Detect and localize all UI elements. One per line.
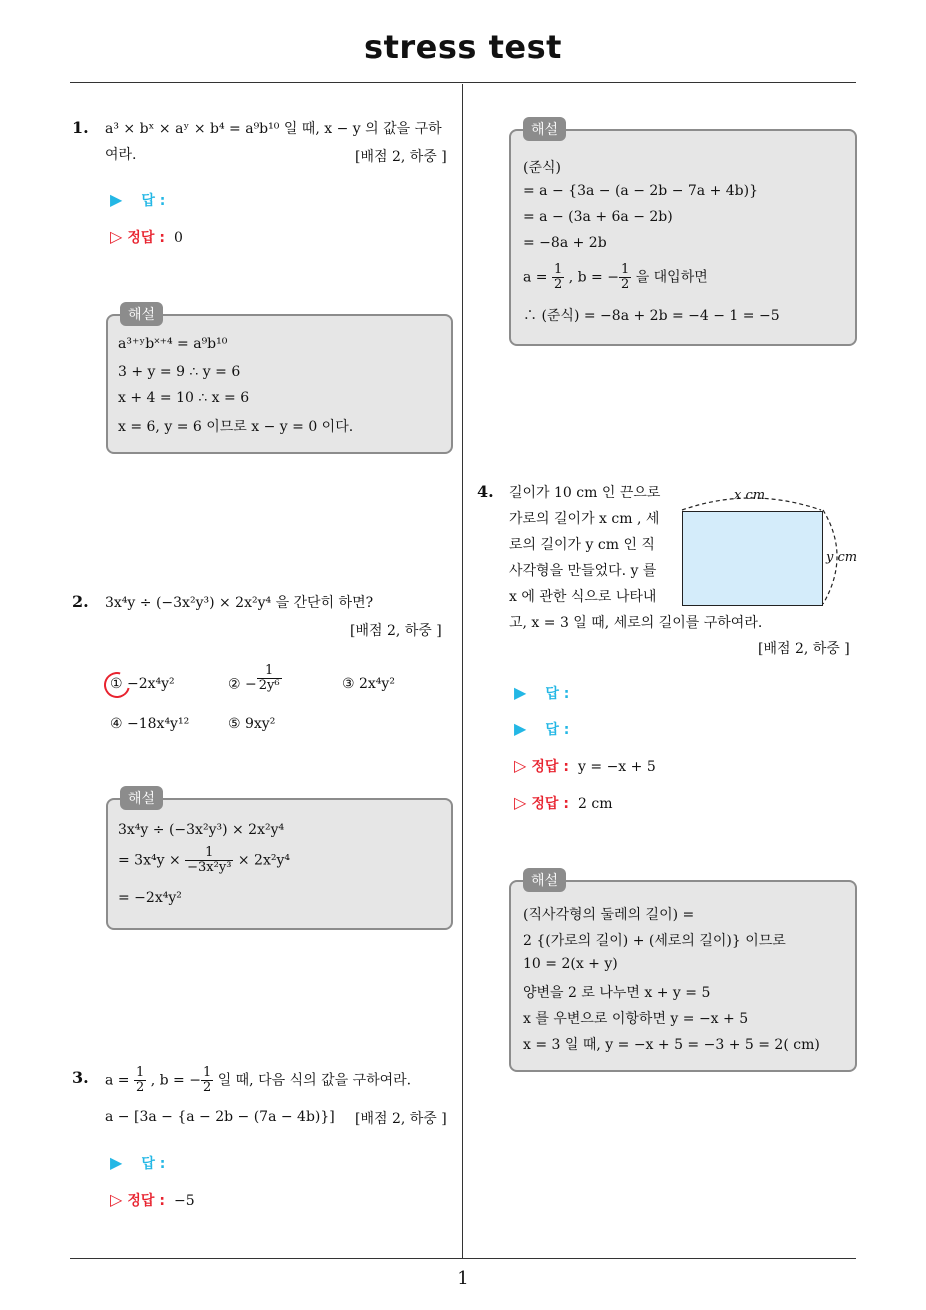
explanation-line: (직사각형의 둘레의 길이) = [523, 907, 695, 923]
explanation-line: = −8a + 2b [523, 235, 607, 251]
question-4-text-line: 로의 길이가 y cm 인 직 [509, 537, 655, 553]
choice-2[interactable] [228, 663, 282, 693]
explanation-line: = −2x⁴y² [118, 890, 182, 906]
explanation-line: 2 {(가로의 길이) + (세로의 길이)} 이므로 [523, 933, 786, 949]
explanation-line: x = 3 일 때, y = −x + 5 = −3 + 5 = 2( cm) [523, 1037, 820, 1053]
answer-label: 답 : [141, 193, 166, 209]
question-4-answer-row-1[interactable] [514, 683, 569, 703]
text-segment: , b = − [150, 1072, 201, 1089]
question-3-explanation-box [509, 129, 857, 346]
figure-side-label: y cm [826, 550, 858, 565]
question-4-correct-value-2: 2 cm [578, 796, 613, 812]
explanation-tag: 해설 [523, 117, 566, 141]
correct-label: 정답 : [127, 1193, 165, 1209]
explanation-line: x 를 우변으로 이항하면 y = −x + 5 [523, 1011, 749, 1027]
choice-4[interactable]: ④ −18x⁴y¹² [110, 716, 190, 732]
play-icon: ▶ [514, 683, 527, 702]
fraction [552, 263, 564, 292]
text-segment: 일 때, 다음 식의 값을 구하여라. [217, 1072, 412, 1089]
explanation-line: x = 6, y = 6 이므로 x − y = 0 이다. [118, 419, 354, 435]
text-segment: a = [105, 1072, 130, 1089]
question-1-score: [배점 2, 하중 ] [355, 149, 447, 165]
question-4-correct-row-1 [514, 756, 656, 776]
explanation-tag: 해설 [523, 868, 566, 892]
fraction-denominator: 2 [553, 277, 563, 292]
question-1-text-line1: a³ × bˣ × aʸ × b⁴ = a⁹b¹⁰ 일 때, x − y 의 값을 구하 [105, 121, 442, 137]
fraction-numerator: 1 [620, 262, 630, 277]
fraction-denominator: −3x²y³ [187, 860, 232, 875]
figure-rectangle [682, 511, 823, 606]
question-3-answer-row[interactable] [110, 1153, 165, 1173]
fraction-denominator: 2y⁶ [258, 678, 280, 693]
fraction-numerator: 1 [553, 262, 563, 277]
play-icon: ▶ [514, 719, 527, 738]
question-4-text-line: 사각형을 만들었다. y 를 [509, 563, 657, 579]
question-3-text-line1 [105, 1066, 411, 1095]
question-4-text-line: 가로의 길이가 x cm , 세 [509, 511, 660, 527]
play-icon: ▶ [110, 190, 123, 209]
explanation-line: ∴ (준식) = −8a + 2b = −4 − 1 = −5 [523, 308, 780, 324]
question-1-number: 1. [72, 118, 89, 137]
question-3-expression: a − [3a − {a − 2b − (7a − 4b)}] [105, 1109, 335, 1125]
fraction-denominator: 2 [620, 277, 630, 292]
explanation-line: (준식) [523, 160, 561, 176]
question-4-correct-row-2 [514, 793, 613, 813]
question-3-score: [배점 2, 하중 ] [355, 1111, 447, 1127]
explanation-fraction [185, 846, 233, 875]
choice-2-fraction [257, 664, 282, 693]
page-number: 1 [457, 1268, 469, 1289]
fraction [619, 263, 631, 292]
answer-label: 답 : [545, 686, 570, 702]
fraction-numerator: 1 [135, 1065, 145, 1080]
explanation-tag: 해설 [120, 786, 163, 810]
fraction [134, 1066, 146, 1095]
question-2-explanation-box [106, 798, 453, 930]
fraction [201, 1066, 213, 1095]
outline-triangle-icon: ▷ [514, 793, 527, 812]
fraction-denominator: 2 [202, 1080, 212, 1095]
outline-triangle-icon: ▷ [110, 227, 123, 246]
explanation-line: 3x⁴y ÷ (−3x²y³) × 2x²y⁴ [118, 822, 285, 838]
choice-1[interactable]: ① −2x⁴y² [110, 676, 175, 692]
question-3-correct-row [110, 1190, 195, 1210]
question-4-text-line: x 에 관한 식으로 나타내 [509, 589, 657, 605]
question-4-score: [배점 2, 하중 ] [758, 641, 850, 657]
explanation-tag: 해설 [120, 302, 163, 326]
explanation-line: = a − {3a − (a − 2b − 7a + 4b)} [523, 183, 759, 199]
question-1-answer-row[interactable] [110, 190, 165, 210]
text-segment: 을 대입하면 [635, 269, 708, 286]
question-4-correct-value-1: y = −x + 5 [578, 759, 656, 775]
question-2-number: 2. [72, 592, 89, 611]
question-2-score: [배점 2, 하중 ] [350, 623, 442, 639]
column-divider [462, 84, 463, 1258]
answer-label: 답 : [141, 1156, 166, 1172]
fraction-numerator: 1 [202, 1065, 212, 1080]
explanation-line: = a − (3a + 6a − 2b) [523, 209, 673, 225]
fraction-denominator: 2 [135, 1080, 145, 1095]
explanation-line: 10 = 2(x + y) [523, 956, 618, 972]
explanation-line: a³⁺ʸb˟⁺⁴ = a⁹b¹⁰ [118, 336, 228, 352]
explanation-line [118, 846, 290, 875]
question-1-correct-row [110, 227, 183, 247]
choice-3[interactable]: ③ 2x⁴y² [342, 676, 395, 692]
answer-label: 답 : [545, 722, 570, 738]
explanation-line [523, 263, 708, 292]
explanation-line: 양변을 2 로 나누면 x + y = 5 [523, 985, 711, 1001]
explanation-prefix: = 3x⁴y × [118, 852, 181, 869]
question-1-correct-value: 0 [174, 230, 183, 246]
explanation-line: 3 + y = 9 ∴ y = 6 [118, 364, 241, 380]
question-4-text-line: 길이가 10 cm 인 끈으로 [509, 485, 661, 501]
correct-label: 정답 : [531, 759, 569, 775]
question-3-number: 3. [72, 1068, 89, 1087]
choice-2-prefix: ② − [228, 676, 257, 693]
fraction-numerator: 1 [257, 664, 282, 679]
question-4-answer-row-2[interactable] [514, 719, 569, 739]
question-4-text-line: 고, x = 3 일 때, 세로의 길이를 구하여라. [509, 615, 763, 631]
question-1-text-line2: 여라. [105, 147, 137, 163]
text-segment: a = [523, 269, 548, 286]
outline-triangle-icon: ▷ [514, 756, 527, 775]
text-segment: , b = − [568, 269, 619, 286]
choice-5[interactable]: ⑤ 9xy² [228, 716, 276, 732]
page-title: stress test [364, 28, 562, 66]
question-4-number: 4. [477, 482, 494, 501]
fraction-numerator: 1 [185, 846, 233, 861]
outline-triangle-icon: ▷ [110, 1190, 123, 1209]
correct-label: 정답 : [127, 230, 165, 246]
footer-rule [70, 1258, 856, 1259]
play-icon: ▶ [110, 1153, 123, 1172]
question-4-explanation-box [509, 880, 857, 1072]
question-1-explanation-box [106, 314, 453, 454]
header-rule [70, 82, 856, 83]
explanation-line: x + 4 = 10 ∴ x = 6 [118, 390, 250, 406]
explanation-suffix: × 2x²y⁴ [237, 852, 290, 869]
figure-top-label: x cm [734, 488, 766, 503]
question-3-correct-value: −5 [174, 1193, 195, 1209]
correct-label: 정답 : [531, 796, 569, 812]
question-2-text: 3x⁴y ÷ (−3x²y³) × 2x²y⁴ 을 간단히 하면? [105, 595, 374, 611]
